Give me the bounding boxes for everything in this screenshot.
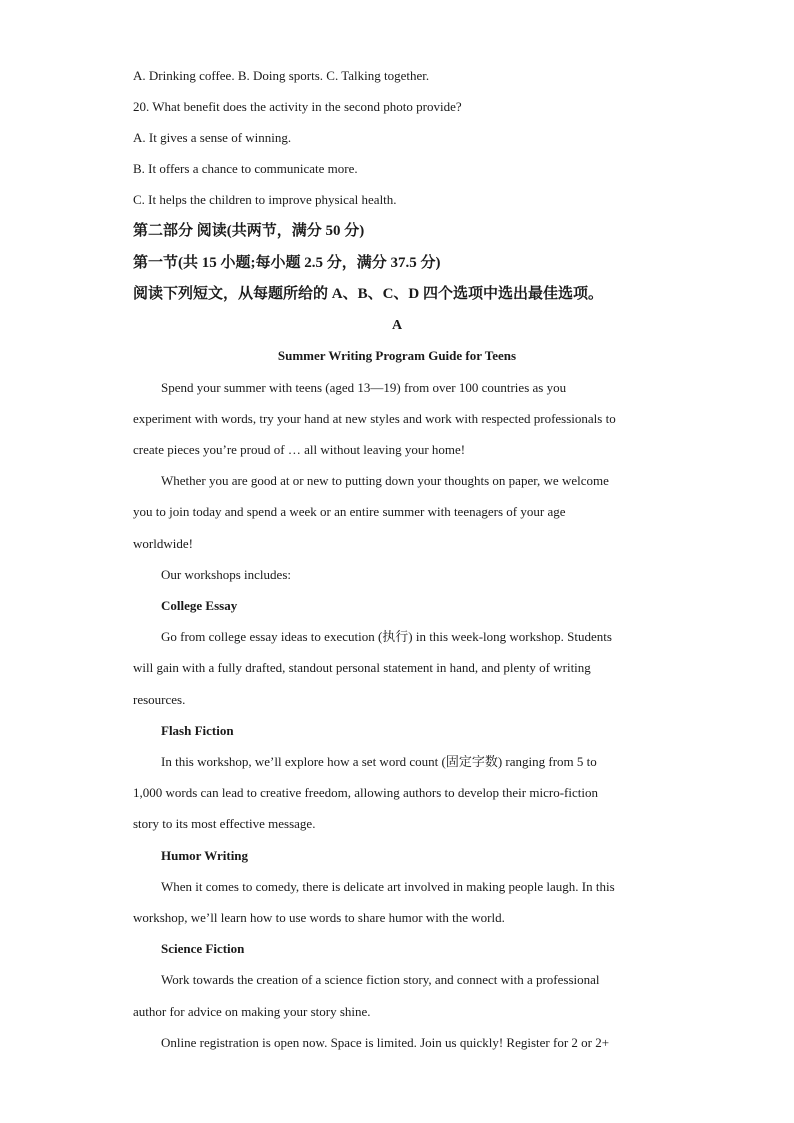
workshop-line: In this workshop, we’ll explore how a set word count (固定字数) ranging from 5 to xyxy=(161,754,597,769)
workshop-line: 1,000 words can lead to creative freedom, allowing authors to develop their micro-fiction xyxy=(133,785,598,800)
q19-options: A. Drinking coffee. B. Doing sports. C. Talking together. xyxy=(133,68,430,83)
intro-line: experiment with words, try your hand at new styles and work with respected professionals to xyxy=(133,411,616,426)
intro-line: Our workshops includes: xyxy=(161,567,291,582)
q20-question: 20. What benefit does the activity in the second photo provide? xyxy=(133,99,462,114)
workshop-title-humor-writing: Humor Writing xyxy=(161,848,249,863)
workshop-line: will gain with a fully drafted, standout personal statement in hand, and plenty of writing xyxy=(133,660,591,675)
intro-line: you to join today and spend a week or an entire summer with teenagers of your age xyxy=(133,504,566,519)
intro-line: worldwide! xyxy=(133,536,193,551)
workshop-line: Go from college essay ideas to execution (执行) in this week-long workshop. Students xyxy=(161,629,612,644)
workshop-title-flash-fiction: Flash Fiction xyxy=(161,723,234,738)
q20-option-c: C. It helps the children to improve physical health. xyxy=(133,192,397,207)
section-sub-title: 第一节(共 15 小题;每小题 2.5 分，满分 37.5 分) xyxy=(133,255,441,271)
intro-line: Whether you are good at or new to putting down your thoughts on paper, we welcome xyxy=(161,473,609,488)
workshop-line: When it comes to comedy, there is delicate art involved in making people laugh. In this xyxy=(161,879,615,894)
section-instruction: 阅读下列短文，从每题所给的 A、B、C、D 四个选项中选出最佳选项。 xyxy=(133,286,604,302)
intro-line: create pieces you’re proud of … all without leaving your home! xyxy=(133,442,466,457)
passage-title: Summer Writing Program Guide for Teens xyxy=(277,348,517,363)
intro-line: Spend your summer with teens (aged 13—19) from over 100 countries as you xyxy=(161,380,567,395)
workshop-line: resources. xyxy=(133,692,186,707)
section-part-title: 第二部分 阅读(共两节，满分 50 分) xyxy=(133,223,365,239)
workshop-line: Work towards the creation of a science fiction story, and connect with a professional xyxy=(161,972,600,987)
workshop-title-science-fiction: Science Fiction xyxy=(161,941,245,956)
workshop-line: author for advice on making your story shine. xyxy=(133,1004,371,1019)
workshop-line: story to its most effective message. xyxy=(133,816,316,831)
q20-option-b: B. It offers a chance to communicate more. xyxy=(133,161,358,176)
closing-line: Online registration is open now. Space is limited. Join us quickly! Register for 2 or 2+ xyxy=(161,1035,610,1050)
passage-letter: A xyxy=(391,318,403,333)
q20-option-a: A. It gives a sense of winning. xyxy=(133,130,292,145)
workshop-line: workshop, we’ll learn how to use words to share humor with the world. xyxy=(133,910,505,925)
workshop-title-college-essay: College Essay xyxy=(161,598,238,613)
